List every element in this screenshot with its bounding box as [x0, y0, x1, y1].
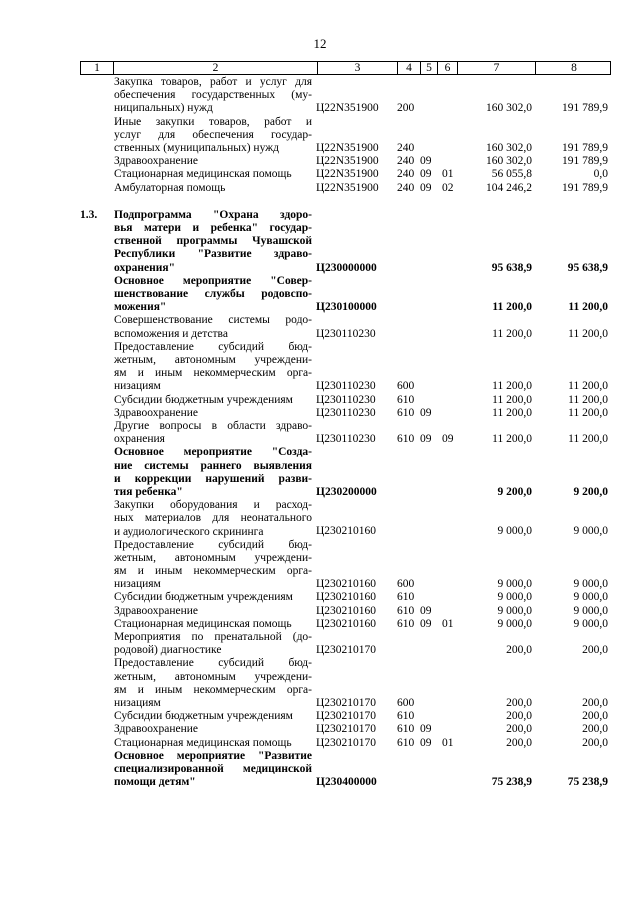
section-number: 1.3. [80, 208, 98, 221]
table-row [0, 631, 640, 657]
amount-col-8: 191 789,9 [562, 181, 608, 194]
amount-col-7: 160 302,0 [486, 155, 532, 168]
description-line: ям и иным некоммерческим орга- [114, 565, 312, 578]
subsection-code: 09 [442, 433, 454, 446]
table-row [0, 446, 640, 499]
amount-col-8: 200,0 [582, 697, 608, 710]
table-row [0, 539, 640, 592]
row-description [114, 539, 312, 592]
header-col-3: 3 [318, 62, 398, 74]
budget-code: Ц230100000 [316, 301, 377, 314]
description-line: Предоставление субсидий бюд- [114, 538, 312, 551]
amount-col-7: 200,0 [506, 723, 532, 736]
amount-col-8: 0,0 [593, 168, 608, 181]
description-line: Амбулаторная помощь [114, 181, 226, 194]
description-line: жетным, автономным учреждени- [114, 670, 312, 683]
description-line: ние системы раннего выявления [114, 459, 312, 472]
amount-col-7: 11 200,0 [492, 301, 532, 314]
header-col-4: 4 [398, 62, 421, 74]
table-header-row [80, 61, 611, 75]
description-line: Республики "Развитие здраво- [114, 248, 312, 261]
amount-col-7: 104 246,2 [486, 181, 532, 194]
description-line: тия ребенка" [114, 485, 183, 498]
amount-col-7: 11 200,0 [492, 433, 532, 446]
budget-code: Ц230210170 [316, 723, 377, 736]
description-line: Подпрограмма "Охрана здоро- [114, 208, 312, 221]
budget-code: Ц230210160 [316, 578, 377, 591]
table-row [0, 591, 640, 604]
row-description [114, 407, 312, 420]
row-description [114, 591, 312, 604]
description-line: Совершенствование системы родо- [114, 314, 312, 327]
expense-type: 610 [397, 433, 415, 446]
row-description [114, 420, 312, 446]
description-line: вспоможения и детства [114, 327, 228, 340]
description-line: Стационарная медицинская помощь [114, 617, 292, 630]
amount-col-8: 9 000,0 [573, 578, 608, 591]
table-row [0, 737, 640, 750]
description-line: вья матери и ребенка" государ- [114, 221, 312, 234]
expense-type: 600 [397, 697, 415, 710]
section-code: 09 [420, 168, 432, 181]
budget-code: Ц230210160 [316, 604, 377, 617]
amount-col-7: 95 638,9 [491, 261, 532, 274]
expense-type: 240 [397, 155, 415, 168]
expense-type: 610 [397, 617, 415, 630]
table-row [0, 407, 640, 420]
budget-code: Ц22N351900 [316, 102, 379, 115]
amount-col-8: 11 200,0 [568, 380, 608, 393]
table-row [0, 750, 640, 790]
description-line: Закупки оборудования и расход- [114, 499, 312, 512]
budget-code: Ц230210170 [316, 697, 377, 710]
header-col-7: 7 [458, 62, 536, 74]
amount-col-8: 95 638,9 [567, 261, 608, 274]
amount-col-7: 11 200,0 [492, 406, 532, 419]
amount-col-8: 200,0 [582, 644, 608, 657]
budget-code: Ц230110230 [316, 406, 376, 419]
description-line: жетным, автономным учреждени- [114, 353, 312, 366]
amount-col-8: 191 789,9 [562, 102, 608, 115]
section-code: 09 [420, 433, 432, 446]
section-code: 09 [420, 406, 432, 419]
description-line: помощи детям" [114, 776, 196, 789]
budget-code: Ц230000000 [316, 261, 377, 274]
description-line: Мероприятия по пренатальной (до- [114, 631, 312, 644]
row-description [114, 631, 312, 657]
budget-code: Ц230210170 [316, 736, 377, 749]
row-description [114, 657, 312, 710]
header-col-5: 5 [421, 62, 438, 74]
amount-col-8: 75 238,9 [567, 776, 608, 789]
amount-col-8: 11 200,0 [568, 406, 608, 419]
description-line: обеспечения государственных (му- [114, 89, 312, 102]
amount-col-7: 56 055,8 [491, 168, 532, 181]
table-row [0, 499, 640, 539]
description-line: низациям [114, 380, 161, 393]
description-line: Основное мероприятие "Созда- [114, 446, 312, 459]
table-row [0, 314, 640, 340]
budget-code: Ц22N351900 [316, 141, 379, 154]
row-description [114, 723, 312, 736]
expense-type: 240 [397, 141, 415, 154]
amount-col-7: 200,0 [506, 644, 532, 657]
amount-col-7: 9 000,0 [497, 578, 532, 591]
row-description [114, 710, 312, 723]
row-description [114, 394, 312, 407]
description-line: можения" [114, 301, 167, 314]
table-row [0, 76, 640, 116]
description-line: ниципальных) нужд [114, 102, 213, 115]
amount-col-8: 9 200,0 [573, 485, 608, 498]
budget-code: Ц22N351900 [316, 181, 379, 194]
description-line: и коррекции нарушений разви- [114, 472, 312, 485]
description-line: родовой) диагностике [114, 644, 222, 657]
description-line: Здравоохранение [114, 155, 199, 168]
table-row [0, 168, 640, 181]
table-row [0, 723, 640, 736]
expense-type: 240 [397, 168, 415, 181]
row-description [114, 314, 312, 340]
section-code: 09 [420, 723, 432, 736]
row-description [114, 737, 312, 750]
description-line: Закупка товаров, работ и услуг для [114, 76, 312, 88]
description-line: Здравоохранение [114, 604, 199, 617]
row-description [114, 155, 312, 168]
row-description [114, 605, 312, 618]
table-row [0, 275, 640, 315]
header-col-8: 8 [571, 62, 577, 74]
description-line: Стационарная медицинская помощь [114, 168, 292, 181]
header-col-6: 6 [438, 62, 458, 74]
description-line: жетным, автономным учреждени- [114, 551, 312, 564]
budget-code: Ц230210160 [316, 617, 377, 630]
description-line: Здравоохранение [114, 723, 199, 736]
description-line: Стационарная медицинская помощь [114, 736, 292, 749]
amount-col-8: 11 200,0 [568, 393, 608, 406]
expense-type: 610 [397, 591, 415, 604]
section-code: 09 [420, 181, 432, 194]
description-line: ных материалов для неонатального [114, 512, 312, 525]
expense-type: 200 [397, 102, 415, 115]
section-code: 09 [420, 736, 432, 749]
row-description [114, 499, 312, 539]
expense-type: 240 [397, 181, 415, 194]
amount-col-8: 200,0 [582, 723, 608, 736]
amount-col-8: 191 789,9 [562, 141, 608, 154]
table-row [0, 710, 640, 723]
description-line: Иные закупки товаров, работ и [114, 115, 312, 128]
table-row [0, 182, 640, 195]
budget-code: Ц22N351900 [316, 155, 379, 168]
amount-col-7: 200,0 [506, 710, 532, 723]
amount-col-7: 160 302,0 [486, 102, 532, 115]
amount-col-7: 200,0 [506, 736, 532, 749]
description-line: специализированной медицинской [114, 763, 312, 775]
row-description [114, 209, 312, 275]
budget-code: Ц22N351900 [316, 168, 379, 181]
table-row [0, 209, 640, 275]
row-spacer [0, 195, 640, 209]
table-row [0, 341, 640, 394]
description-line: и аудиологического скрининга [114, 525, 264, 538]
description-line: Другие вопросы в области здраво- [114, 419, 312, 432]
expense-type: 600 [397, 380, 415, 393]
row-description [114, 182, 312, 195]
description-line: ственных (муниципальных) нужд [114, 142, 279, 154]
amount-col-8: 11 200,0 [568, 433, 608, 446]
subsection-code: 01 [442, 168, 454, 181]
budget-table-body [0, 76, 640, 789]
amount-col-8: 200,0 [582, 710, 608, 723]
budget-code: Ц230210160 [316, 591, 377, 604]
page-number: 12 [313, 36, 327, 51]
description-line: Субсидии бюджетным учреждениям [114, 591, 293, 604]
table-row [0, 605, 640, 618]
expense-type: 610 [397, 393, 415, 406]
amount-col-7: 9 000,0 [497, 525, 532, 538]
description-line: Субсидии бюджетным учреждениям [114, 710, 293, 723]
section-code: 09 [420, 155, 432, 168]
budget-code: Ц230110230 [316, 380, 376, 393]
amount-col-8: 11 200,0 [568, 301, 608, 314]
amount-col-7: 9 000,0 [497, 591, 532, 604]
budget-code: Ц230110230 [316, 327, 376, 340]
description-line: услуг для обеспечения государ- [114, 128, 312, 141]
description-line: шенствование службы родовспо- [114, 287, 312, 300]
amount-col-7: 75 238,9 [491, 776, 532, 789]
amount-col-8: 200,0 [582, 736, 608, 749]
table-row [0, 618, 640, 631]
expense-type: 610 [397, 736, 415, 749]
section-code: 09 [420, 604, 432, 617]
amount-col-7: 11 200,0 [492, 393, 532, 406]
expense-type: 610 [397, 406, 415, 419]
amount-col-7: 200,0 [506, 697, 532, 710]
description-line: низациям [114, 578, 161, 591]
description-line: Субсидии бюджетным учреждениям [114, 393, 293, 406]
budget-code: Ц230110230 [316, 433, 376, 446]
row-description [114, 750, 312, 790]
description-line: охранения [114, 433, 165, 446]
budget-code: Ц230200000 [316, 485, 377, 498]
amount-col-7: 9 000,0 [497, 617, 532, 630]
amount-col-8: 9 000,0 [573, 591, 608, 604]
description-line: Здравоохранение [114, 406, 199, 419]
row-description [114, 618, 312, 631]
amount-col-8: 9 000,0 [573, 604, 608, 617]
subsection-code: 01 [442, 617, 454, 630]
description-line: охранения" [114, 261, 175, 274]
description-line: низациям [114, 697, 161, 710]
amount-col-8: 11 200,0 [568, 327, 608, 340]
table-row [0, 116, 640, 156]
row-description [114, 446, 312, 499]
description-line: ям и иным некоммерческим орга- [114, 367, 312, 380]
description-line: Основное мероприятие "Развитие [114, 749, 312, 762]
table-row [0, 420, 640, 446]
description-line: ям и иным некоммерческим орга- [114, 683, 312, 696]
subsection-code: 02 [442, 181, 454, 194]
row-description [114, 168, 312, 181]
amount-col-8: 9 000,0 [573, 617, 608, 630]
row-description [114, 275, 312, 315]
expense-type: 600 [397, 578, 415, 591]
budget-code: Ц230400000 [316, 776, 377, 789]
amount-col-8: 191 789,9 [562, 155, 608, 168]
description-line: Основное мероприятие "Совер- [114, 274, 312, 287]
amount-col-7: 160 302,0 [486, 141, 532, 154]
budget-code: Ц230210170 [316, 710, 377, 723]
amount-col-8: 9 000,0 [573, 525, 608, 538]
expense-type: 610 [397, 710, 415, 723]
subsection-code: 01 [442, 736, 454, 749]
amount-col-7: 9 000,0 [497, 604, 532, 617]
budget-code: Ц230210160 [316, 525, 377, 538]
header-col-1: 1 [81, 62, 114, 74]
budget-code: Ц230210170 [316, 644, 377, 657]
description-line: Предоставление субсидий бюд- [114, 657, 312, 670]
description-line: ственной программы Чувашской [114, 235, 312, 248]
amount-col-7: 11 200,0 [492, 380, 532, 393]
expense-type: 610 [397, 604, 415, 617]
section-code: 09 [420, 617, 432, 630]
table-row [0, 155, 640, 168]
description-line: Предоставление субсидий бюд- [114, 340, 312, 353]
expense-type: 610 [397, 723, 415, 736]
table-row [0, 394, 640, 407]
amount-col-7: 11 200,0 [492, 327, 532, 340]
header-col-2: 2 [114, 62, 318, 74]
table-row [0, 657, 640, 710]
budget-code: Ц230110230 [316, 393, 376, 406]
amount-col-7: 9 200,0 [497, 485, 532, 498]
row-description [114, 341, 312, 394]
row-description [114, 116, 312, 156]
row-description [114, 76, 312, 116]
